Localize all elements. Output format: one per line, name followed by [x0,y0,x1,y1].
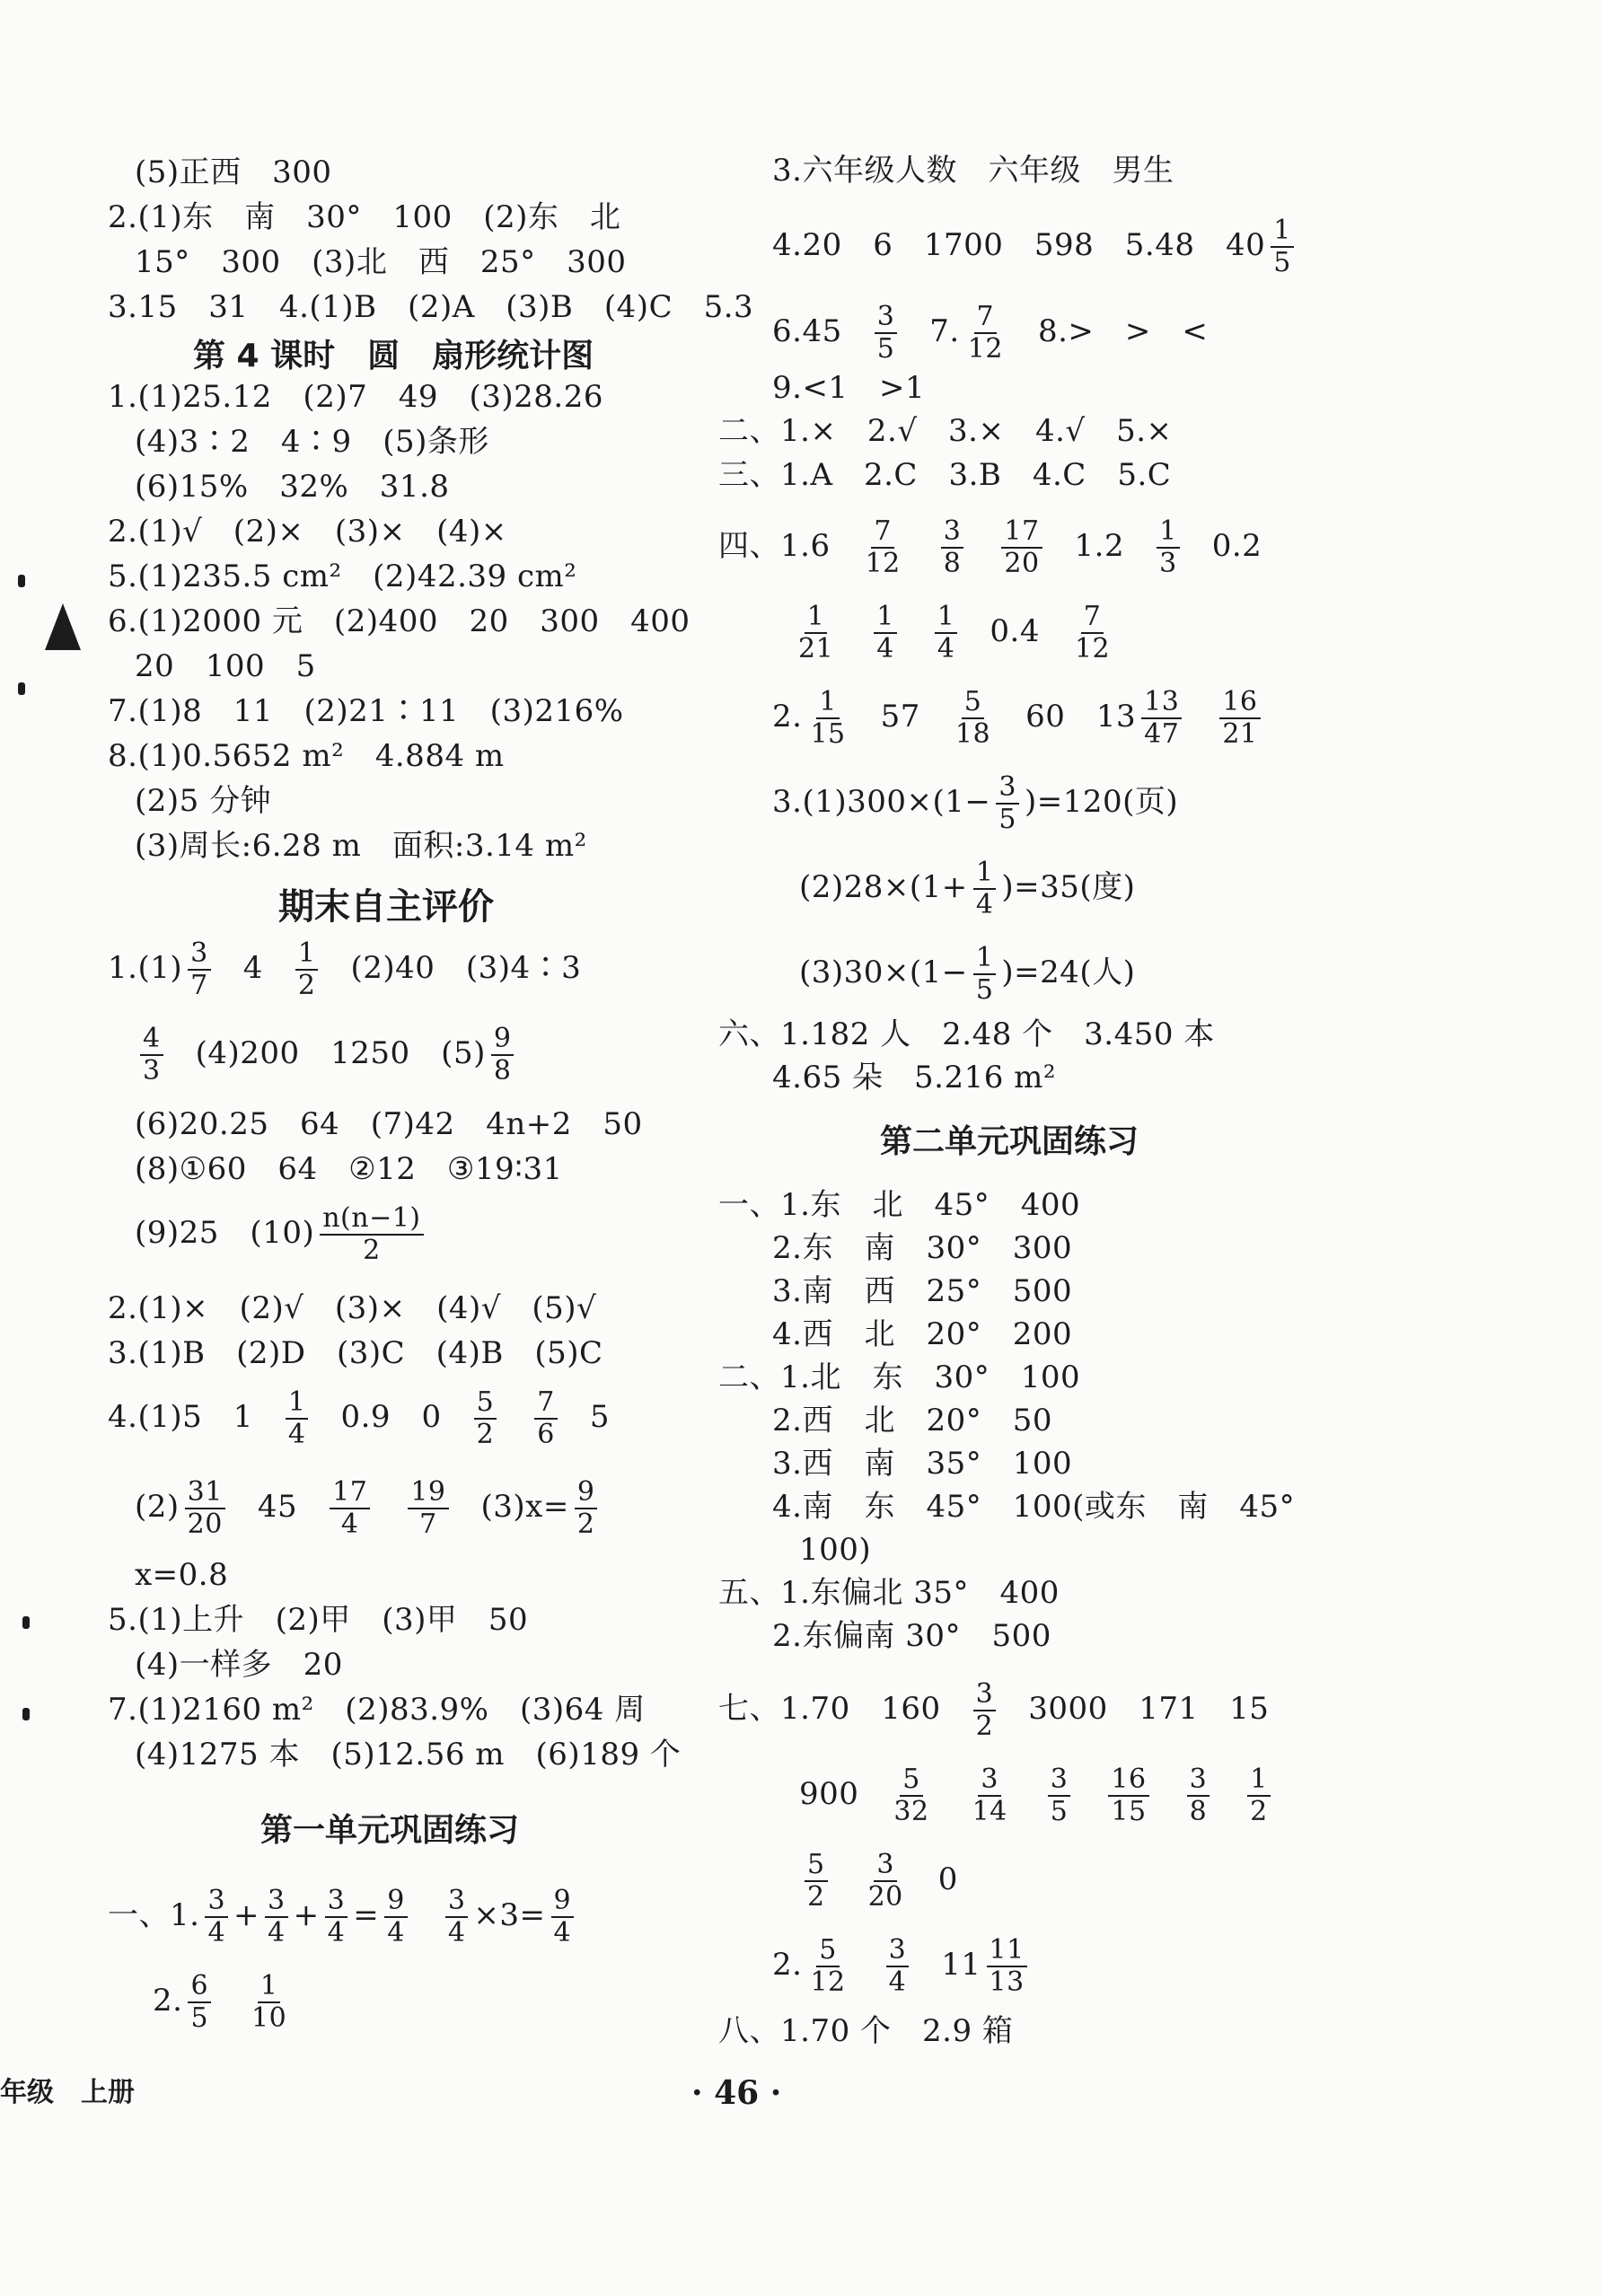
fraction: $\frac{3}{7}$ [188,938,211,1001]
section-title: 第 4 课时 圆 扇形统计图 [193,338,594,374]
fraction: $\frac{7}{6}$ [534,1387,558,1450]
answer-line: 100) [799,1532,872,1568]
fraction: $\frac{3}{20}$ [867,1849,903,1913]
fraction: $\frac{17}{20}$ [1001,516,1042,579]
answer-line: 3.(1)B (2)D (3)C (4)B (5)C [108,1335,603,1371]
section-title: 第二单元巩固练习 [880,1123,1139,1160]
scan-mark [22,1616,30,1629]
fraction: $\frac{1}{15}$ [810,686,846,750]
answer-line: (2)5 分钟 [135,783,272,819]
fraction: $\frac{3}{14}$ [972,1764,1007,1827]
answer-line: 2.(1)× (2)√ (3)× (4)√ (5)√ [108,1290,597,1326]
fraction: $\frac{5}{2}$ [805,1850,828,1913]
answer-line: 一、1.东 北 45° 400 [718,1187,1081,1223]
section-title: 第一单元巩固练习 [260,1812,520,1849]
answer-line: 五、1.东偏北 35° 400 [718,1575,1060,1611]
fraction: $\frac{9}{4}$ [551,1886,575,1949]
fraction: $\frac{7}{12}$ [967,301,1003,365]
answer-line: 900 $\frac{5}{32}$ $\frac{3}{14}$ $\frac{3}{5}$ $\frac{16}{15}$ $\frac{3}{8}$ $\frac{1}{2}$ [799,1764,1276,1827]
scan-mark [22,1708,30,1720]
answer-line: 6.45 $\frac{3}{5}$ 7. $\frac{7}{12}$ 8.> > < [772,301,1209,365]
answer-line: 3.(1)300×(1− $\frac{3}{5}$ )=120(页) [772,771,1179,835]
answer-line: 一、1. $\frac{3}{4}$ + $\frac{3}{4}$ + $\frac{3}{4}$ = $\frac{9}{4}$ $\frac{3}{4}$ ×3= $\frac{9}{4}$ [108,1886,579,1949]
answer-line: (3)30×(1− $\frac{1}{5}$ )=24(人) [799,942,1136,1006]
answer-line: (4)一样多 20 [135,1647,343,1683]
fraction: $\frac{3}{8}$ [941,516,964,579]
answer-line: 八、1.70 个 2.9 箱 [718,2013,1014,2049]
fraction: $\frac{n(n-1)}{2}$ [320,1203,423,1266]
fraction: $\frac{7}{12}$ [1074,601,1111,664]
fraction: $\frac{9}{4}$ [384,1886,408,1949]
answer-line: (9)25 (10) $\frac{n(n-1)}{2}$ [135,1203,429,1266]
fraction: $\frac{3}{4}$ [205,1886,228,1949]
fraction: $\frac{1}{4}$ [935,602,958,664]
answer-line: (2) $\frac{31}{20}$ 45 $\frac{17}{4}$ $\frac{19}{7}$ (3)x= $\frac{9}{2}$ [135,1477,603,1540]
fraction: $\frac{5}{32}$ [893,1764,929,1827]
answer-line: 1.(1)25.12 (2)7 49 (3)28.26 [108,379,603,415]
answer-line: 4.(1)5 1 $\frac{1}{4}$ 0.9 0 $\frac{5}{2}$ $\frac{7}{6}$ 5 [108,1386,610,1450]
answer-line: 15° 300 (3)北 西 25° 300 [135,244,627,280]
answer-line: 5.(1)上升 (2)甲 (3)甲 50 [108,1602,529,1638]
scan-mark [18,575,25,587]
answer-line: x=0.8 [135,1557,229,1593]
answer-line: 二、1.北 东 30° 100 [718,1359,1081,1395]
answer-line: (6)20.25 64 (7)42 4n+2 50 [135,1106,643,1142]
answer-line: (8)①60 64 ②12 ③19∶31 [135,1151,563,1187]
answer-line: (4)3∶2 4∶9 (5)条形 [135,424,489,460]
fraction: $\frac{1}{4}$ [286,1387,309,1450]
footer-grade: 年级 上册 [0,2077,135,2108]
fraction: $\frac{9}{8}$ [491,1024,515,1086]
answer-line: 二、1.× 2.√ 3.× 4.√ 5.× [718,413,1173,449]
fraction: $\frac{3}{4}$ [265,1886,288,1949]
answer-line: (5)正西 300 [135,154,332,190]
answer-line: 9.<1 >1 [772,370,926,406]
answer-line: 8.(1)0.5652 m² 4.884 m [108,738,505,774]
fraction: $\frac{1}{2}$ [295,938,319,1001]
answer-line: 4.65 朵 5.216 m² [772,1060,1057,1095]
answer-line: 2. $\frac{1}{15}$ 57 $\frac{5}{18}$ 60 13 $\frac{13}{47}$ $\frac{16}{21}$ [772,687,1266,750]
fraction: $\frac{17}{4}$ [330,1477,370,1540]
fraction: $\frac{31}{20}$ [185,1477,225,1540]
fraction: $\frac{11}{13}$ [987,1935,1027,1998]
answer-line: 5.(1)235.5 cm² (2)42.39 cm² [108,559,577,594]
fraction: $\frac{3}{2}$ [973,1679,997,1742]
fraction: $\frac{1}{2}$ [1247,1764,1271,1827]
answer-line: 6.(1)2000 元 (2)400 20 300 400 [108,603,691,639]
fraction: $\frac{19}{7}$ [408,1477,448,1540]
answer-line: 2. $\frac{5}{12}$ $\frac{3}{4}$ 11 $\frac{11}{13}$ [772,1935,1033,1998]
answer-line: $\frac{4}{3}$ (4)200 1250 (5) $\frac{9}{8}$ [135,1024,519,1086]
answer-line: 3.15 31 4.(1)B (2)A (3)B (4)C 5.3 [108,289,754,325]
fraction: $\frac{1}{5}$ [1271,216,1294,278]
answer-line: 2.西 北 20° 50 [772,1403,1052,1438]
fraction: $\frac{1}{10}$ [251,1970,287,2034]
fraction: $\frac{16}{21}$ [1219,687,1260,750]
answer-line: 2.(1)√ (2)× (3)× (4)× [108,514,507,550]
fraction: $\frac{6}{5}$ [188,1971,211,2034]
answer-line: 7.(1)2160 m² (2)83.9% (3)64 周 [108,1692,646,1728]
fraction: $\frac{3}{5}$ [996,772,1019,835]
fraction: $\frac{9}{2}$ [575,1477,598,1540]
fraction: $\frac{3}{5}$ [1048,1764,1071,1827]
fraction: $\frac{3}{4}$ [445,1886,469,1949]
fraction: $\frac{1}{5}$ [973,943,997,1006]
answer-line: (3)周长:6.28 m 面积:3.14 m² [135,828,587,864]
answer-line: 3.西 南 35° 100 [772,1446,1073,1482]
fraction: $\frac{5}{2}$ [474,1387,497,1450]
answer-line: 20 100 5 [135,648,316,684]
fraction: $\frac{3}{4}$ [886,1935,910,1998]
fraction: $\frac{13}{47}$ [1141,687,1182,750]
answer-line: $\frac{1}{21}$ $\frac{1}{4}$ $\frac{1}{4}$ 0.4 $\frac{7}{12}$ [790,602,1118,664]
answer-line: 三、1.A 2.C 3.B 4.C 5.C [718,457,1172,493]
scan-mark [45,603,81,650]
fraction: $\frac{4}{3}$ [140,1024,163,1086]
answer-line: 4.南 东 45° 100(或东 南 45° [772,1489,1296,1525]
section-title: 期末自主评价 [278,886,494,928]
answer-line: 七、1.70 160 $\frac{3}{2}$ 3000 171 15 [718,1678,1270,1742]
fraction: $\frac{3}{8}$ [1187,1764,1210,1827]
fraction: $\frac{1}{3}$ [1157,516,1180,579]
answer-line: 3.南 西 25° 500 [772,1273,1073,1309]
answer-line: 4.西 北 20° 200 [772,1316,1073,1352]
fraction: $\frac{3}{4}$ [325,1886,348,1949]
scan-mark [18,682,25,695]
answer-line: $\frac{5}{2}$ $\frac{3}{20}$ 0 [799,1850,958,1913]
fraction: $\frac{16}{15}$ [1108,1764,1148,1827]
page-number: · 46 · [691,2074,782,2112]
fraction: $\frac{3}{5}$ [875,302,898,365]
answer-line: 1.(1) $\frac{3}{7}$ 4 $\frac{1}{2}$ (2)40 (3)4∶3 [108,937,582,1001]
answer-line: 六、1.182 人 2.48 个 3.450 本 [718,1016,1215,1052]
answer-line: (6)15% 32% 31.8 [135,469,450,505]
answer-line: (2)28×(1+ $\frac{1}{4}$ )=35(度) [799,857,1136,920]
answer-line: 4.20 6 1700 598 5.48 40 $\frac{1}{5}$ [772,216,1299,278]
fraction: $\frac{5}{18}$ [954,686,991,750]
answer-line: (4)1275 本 (5)12.56 m (6)189 个 [135,1737,682,1773]
answer-line: 3.六年级人数 六年级 男生 [772,153,1174,189]
answer-line: 2.东偏南 30° 500 [772,1618,1051,1654]
fraction: $\frac{7}{12}$ [865,515,901,579]
answer-line: 四、1.6 $\frac{7}{12}$ $\frac{3}{8}$ $\frac{17}{20}$ 1.2 $\frac{1}{3}$ 0.2 [718,515,1262,579]
fraction: $\frac{5}{12}$ [810,1934,846,1998]
fraction: $\frac{1}{4}$ [874,602,897,664]
fraction: $\frac{1}{4}$ [973,858,997,920]
answer-line: 7.(1)8 11 (2)21∶11 (3)216% [108,693,624,729]
answer-line: 2. $\frac{6}{5}$ $\frac{1}{10}$ [153,1971,295,2034]
fraction: $\frac{1}{21}$ [798,601,834,664]
answer-line: 2.(1)东 南 30° 100 (2)东 北 [108,199,621,235]
answer-line: 2.东 南 30° 300 [772,1230,1073,1266]
